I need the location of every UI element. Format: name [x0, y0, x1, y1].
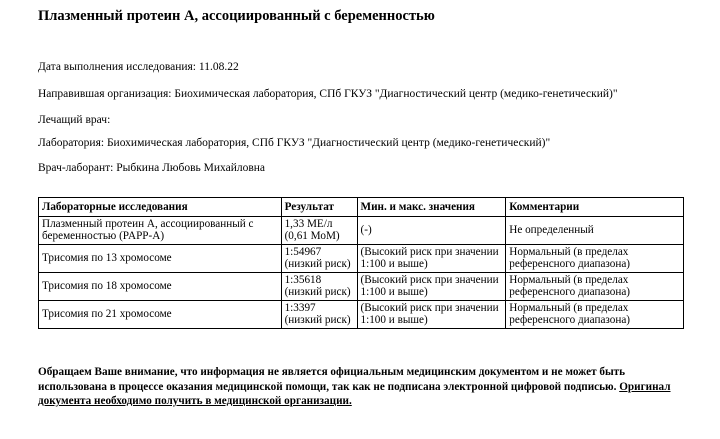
cell-comment: Нормальный (в пределах референсного диапазона) [506, 300, 684, 328]
result-value: 1:35618 [284, 273, 322, 286]
result-note: (низкий риск) [284, 258, 351, 271]
header-tests: Лабораторные исследования [39, 198, 282, 217]
attending-doctor: Лечащий врач: [38, 114, 111, 126]
results-table [38, 197, 684, 329]
table-row [39, 272, 684, 300]
document-title: Плазменный протеин А, ассоциированный с беременностью [38, 8, 435, 24]
result-note: (низкий риск) [284, 286, 351, 299]
header-result: Результат [281, 198, 357, 217]
cell-result [281, 272, 357, 300]
range-line-2: 1:100 и выше) [360, 286, 428, 299]
cell-range [357, 244, 506, 272]
study-date: Дата выполнения исследования: 11.08.22 [38, 61, 239, 73]
table-row [39, 300, 684, 328]
disclaimer-underlined: Оригинал документа необходимо получить в медицинской организации. [38, 380, 671, 407]
cell-result [281, 217, 357, 245]
result-value: 1:54967 [284, 245, 322, 258]
cell-range [357, 272, 506, 300]
table-row [39, 217, 684, 245]
range-line-1: (Высокий риск при значении [360, 273, 499, 286]
table-header-row [39, 198, 684, 217]
header-comments: Комментарии [506, 198, 684, 217]
result-note: (низкий риск) [284, 314, 351, 327]
cell-test: Трисомия по 21 хромосоме [39, 300, 282, 328]
range-value: (-) [360, 224, 372, 237]
cell-range [357, 300, 506, 328]
result-note: (0,61 МоМ) [284, 230, 340, 243]
cell-range [357, 217, 506, 245]
range-line-2: 1:100 и выше) [360, 258, 428, 271]
cell-comment: Нормальный (в пределах референсного диапазона) [506, 272, 684, 300]
cell-result [281, 244, 357, 272]
laboratory: Лаборатория: Биохимическая лаборатория, СПб ГКУЗ "Диагностический центр (медико-генетический)" [38, 137, 551, 149]
lab-doctor: Врач-лаборант: Рыбкина Любовь Михайловна [38, 162, 266, 174]
cell-comment: Нормальный (в пределах референсного диапазона) [506, 244, 684, 272]
header-range: Мин. и макс. значения [357, 198, 506, 217]
cell-test: Трисомия по 18 хромосоме [39, 272, 282, 300]
range-line-1: (Высокий риск при значении [360, 245, 499, 258]
cell-test: Трисомия по 13 хромосоме [39, 244, 282, 272]
result-value: 1:3397 [284, 301, 316, 314]
cell-result [281, 300, 357, 328]
range-line-1: (Высокий риск при значении [360, 301, 499, 314]
cell-comment: Не определенный [506, 217, 684, 245]
disclaimer-text: Обращаем Ваше внимание, что информация не является официальным медицинским документом и не может быть использована в процессе оказания медицинской помощи, так как не подписана электронной цифровой подписью. [38, 366, 626, 393]
cell-test: Плазменный протеин А, ассоциированный с беременностью (PAPP-A) [39, 217, 282, 245]
range-line-2: 1:100 и выше) [360, 314, 428, 327]
result-value: 1,33 МЕ/л [284, 218, 333, 230]
disclaimer-notice [38, 365, 688, 409]
referring-organization: Направившая организация: Биохимическая лаборатория, СПб ГКУЗ "Диагностический центр (медико-генетический)" [38, 88, 618, 100]
table-row [39, 244, 684, 272]
